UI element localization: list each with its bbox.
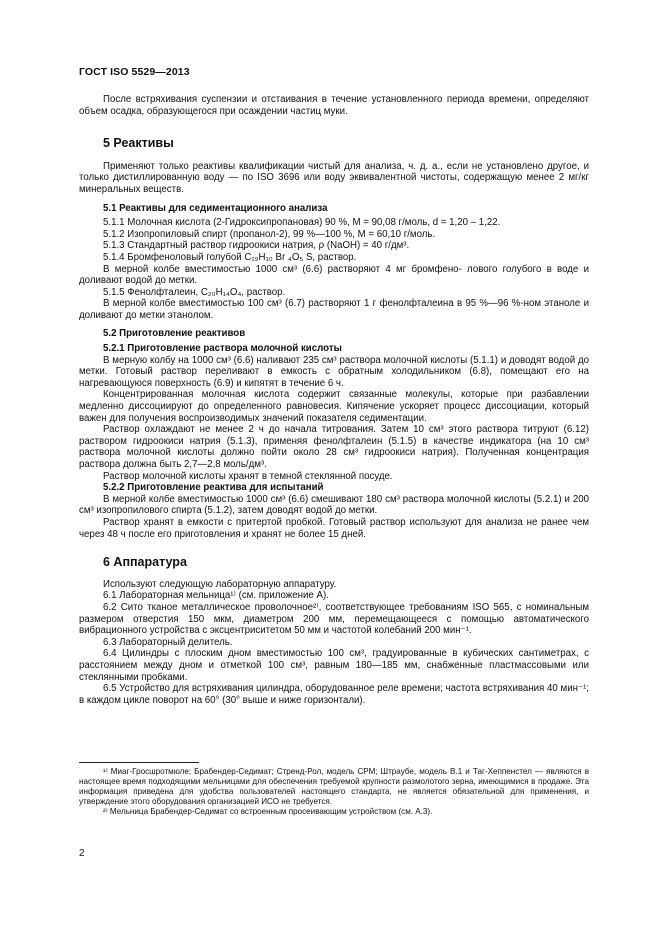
footnotes (79, 762, 589, 817)
item-6-3: 6.3 Лабораторный делитель. (103, 636, 233, 648)
section-5-1-title: 5.1 Реактивы для седиментационного анализа (103, 202, 328, 214)
page-number: 2 (79, 848, 85, 859)
paragraph-5-2-2-a: В мерной колбе вместимостью 1000 см³ (6.6) смешивают 180 см³ раствора молочной кислоты (5.2.1) и 200 см³ изопропилового спирта (5.1.2), затем доводят водой до метки. (79, 493, 589, 517)
section-5-title: 5 Реактивы (103, 136, 174, 151)
section-5-2-1-title: 5.2.1 Приготовление раствора молочной кислоты (103, 343, 342, 355)
item-5-1-2: 5.1.2 Изопропиловый спирт (пропанол-2), 99 %—100 %, М = 60,10 г/моль. (103, 228, 436, 240)
footnote-1: ¹⁾ Миаг-Гросшротмюле; Брабендер-Седимат; Стренд-Рол, модель СРМ; Штраубе, модель В.1 и Таг-Хеппенстел — являются в настоящее время подходящими мельницами для обеспечения требуемой крупности размолотого зерна, имеющимися в продаже. Эта информация приведена для удобства пользователей настоящего стандарта, не является обязательной для применения, и утверждение этого оборудования организацией ИСО не требуется. (79, 767, 589, 806)
paragraph-5-2-1-c: Раствор охлаждают не менее 2 ч до начала титрования. Затем 10 см³ этого раствора титруют (6.12) раствором гидроокиси натрия (5.1.3), применяя фенолфталеин (5.1.5) в качестве индикатора (на 10 см³ раствора молочной кислоты должно пойти около 28 см³ гидроокиси натрия). Полученная концентрация раствора должна быть 2,7—2,8 моль/дм³. (79, 424, 589, 471)
section-5-2-2-title: 5.2.2 Приготовление реактива для испытаний (103, 482, 324, 494)
paragraph-5-2-1-b: Концентрированная молочная кислота содержит связанные молекулы, которые при разбавлении медленно диссоциируют до определенного равновесия. Кипячение ускоряет процесс диссоциации, который важен для получения воспроизводимых значений показателя седиментации. (79, 389, 589, 424)
section-6-title: 6 Аппаратура (103, 555, 187, 570)
section-6-paragraph: Используют следующую лабораторную аппаратуру. (103, 578, 337, 590)
item-5-1-3: 5.1.3 Стандартный раствор гидроокиси натрия, ρ (NaOH) = 40 г/дм³. (103, 240, 410, 252)
section-5-2-title: 5.2 Приготовление реактивов (103, 327, 246, 339)
paragraph-5-2-1-a: В мерную колбу на 1000 см³ (6.6) наливают 235 см³ раствора молочной кислоты (5.1.1) и доводят водой до метки. Готовый раствор переливают в емкость с обратным холодильником (6.8), помещают его на нагревающуюся поверхность (6.9) и кипятят в течение 6 ч. (79, 354, 589, 389)
paragraph-5-2-1-d: Раствор молочной кислоты хранят в темной стеклянной посуде. (103, 470, 393, 482)
intro-paragraph: После встряхивания суспензии и отстаивания в течение установленного периода времени, определяют объем осадка, образующегося при осаждении частиц муки. (79, 94, 589, 117)
item-5-1-1: 5.1.1 Молочная кислота (2-Гидроксипропановая) 90 %, М = 90,08 г/моль, d = 1,20 – 1,22. (103, 217, 501, 229)
paragraph-5-2-2-b: Раствор хранят в емкости с притертой пробкой. Готовый раствор используют для анализа не ранее чем через 48 ч после его приготовления и хранят не более 15 дней. (79, 517, 589, 540)
item-6-1: 6.1 Лабораторная мельница¹⁾ (см. приложение А). (103, 590, 329, 602)
item-6-4: 6.4 Цилиндры с плоским дном вместимостью 100 см³, градуированные в кубических сантиметрах, с расстоянием между дном и отметкой 100 см³, равным 180—185 мм, снабженные пластмассовыми или стеклянными пробками. (79, 648, 589, 683)
document-body (79, 94, 589, 706)
footnote-2: ²⁾ Мельница Брабендер-Седимат со встроенным просеивающим устройством (см. А.3). (103, 807, 433, 816)
footnote-divider (79, 762, 199, 763)
item-5-1-5: 5.1.5 Фенолфталеин, C₂₀H₁₄O₄, раствор. (103, 286, 286, 298)
item-5-1-4-text: В мерной колбе вместимостью 1000 см³ (6.6) растворяют 4 мг бромфено- лового голубого в воде и доливают водой до метки. (79, 263, 589, 287)
item-6-5: 6.5 Устройство для встряхивания цилиндра, оборудованное реле времени; частота встряхивания 40 мин⁻¹; в каждом цикле поворот на 60° (30° выше и ниже горизонтали). (79, 683, 589, 706)
item-5-1-5-text: В мерной колбе вместимостью 100 см³ (6.7) растворяют 1 г фенолфталеина в 95 %—96 %-ном этаноле и доливают до метки этанолом. (79, 298, 589, 321)
item-6-2: 6.2 Сито тканое металлическое проволочное²⁾, соответствующее требованиям ISO 565, с номинальным размером отверстия 150 мкм, диаметром 200 мм, перемещающееся с помощью автоматического вибрационного устройства с эксцентриситетом 50 мм и частотой колебаний 200 мин⁻¹. (79, 601, 589, 637)
item-5-1-4: 5.1.4 Бромфеноловый голубой C₁₉H₁₀ Br ₄O₅ S, раствор. (103, 251, 357, 263)
standard-header: ГОСТ ISO 5529—2013 (79, 66, 190, 78)
section-5-paragraph: Применяют только реактивы квалификации чистый для анализа, ч. д. а., если не установлено другое, и только дистиллированную воду — по ISO 3696 или воду эквивалентной чистоты, содержащую менее 2 мг/кг минеральных веществ. (79, 160, 589, 195)
